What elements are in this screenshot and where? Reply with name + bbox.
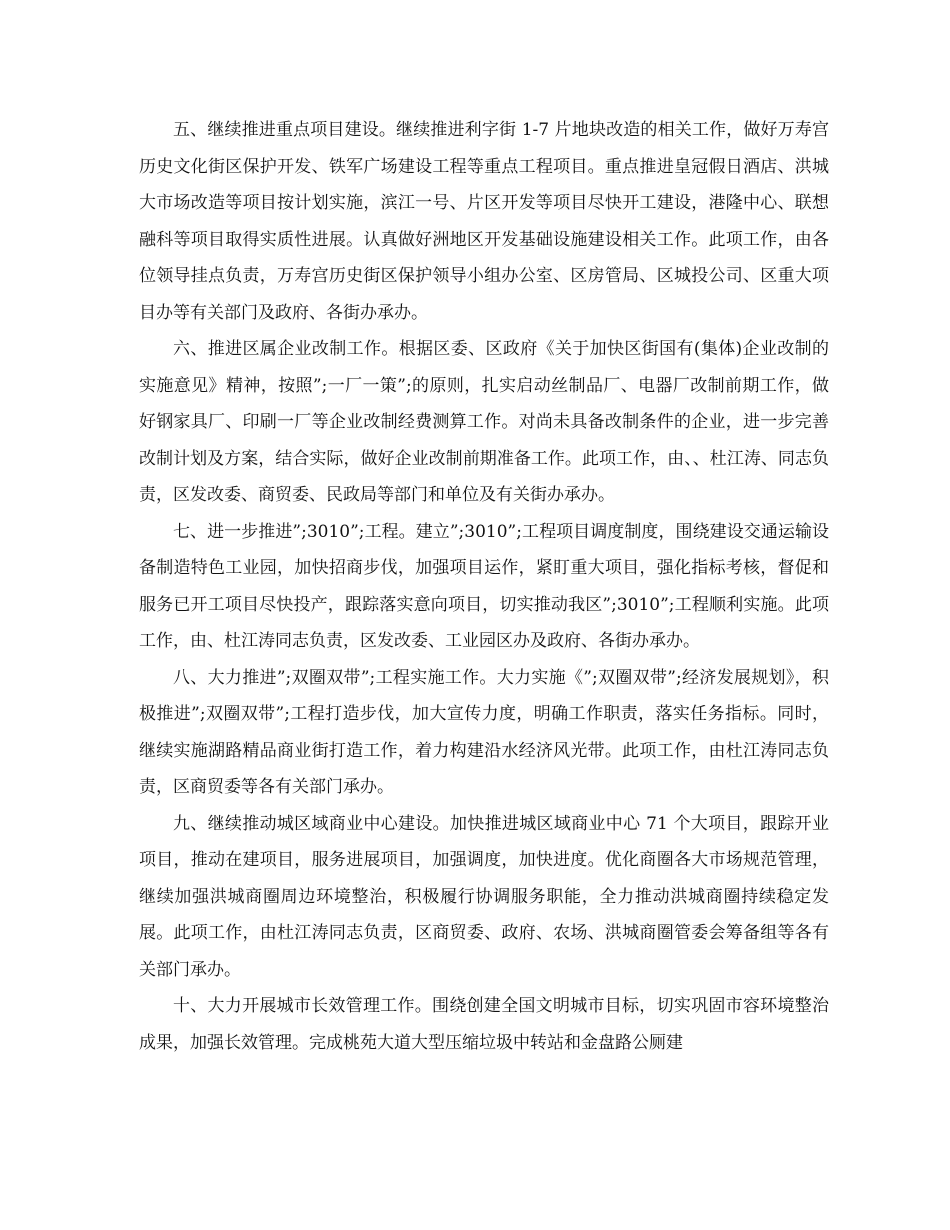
document-body: [139, 112, 829, 1061]
paragraph-item-9: 九、继续推动城区域商业中心建设。加快推进城区域商业中心 71 个大项目，跟踪开业项目，推动在建项目，服务进展项目，加强调度，加快进度。优化商圈各大市场规范管理，继续加强洪城商圈周边环境整治，积极履行协调服务职能，全力推动洪城商圈持续稳定发展。此项工作，由杜江涛同志负责，区商贸委、政府、农场、洪城商圈管委会筹备组等各有关部门承办。: [139, 813, 829, 980]
paragraph-item-5: 五、继续推进重点项目建设。继续推进利字街 1-7 片地块改造的相关工作，做好万寿宫历史文化街区保护开发、铁军广场建设工程等重点工程项目。重点推进皇冠假日酒店、洪城大市场改造等项目按计划实施，滨江一号、片区开发等项目尽快开工建设，港隆中心、联想融科等项目取得实质性进展。认真做好洲地区开发基础设施建设相关工作。此项工作，由各位领导挂点负责，万寿宫历史街区保护领导小组办公室、区房管局、区城投公司、区重大项目办等有关部门及政府、各街办承办。: [139, 120, 829, 323]
paragraph-item-8: 八、大力推进”;双圈双带”;工程实施工作。大力实施《”;双圈双带”;经济发展规划》，积极推进”;双圈双带”;工程打造步伐，加大宣传力度，明确工作职责，落实任务指标。同时，继续实施湖路精品商业街打造工作，着力构建沿水经济风光带。此项工作，由杜江涛同志负责，区商贸委等各有关部门承办。: [139, 667, 829, 797]
paragraph-item-7: 七、进一步推进”;3010”;工程。建立”;3010”;工程项目调度制度，围绕建设交通运输设备制造特色工业园，加快招商步伐，加强项目运作，紧盯重大项目，强化指标考核，督促和服务已开工项目尽快投产，跟踪落实意向项目，切实推动我区”;3010”;工程顺利实施。此项工作，由、杜江涛同志负责，区发改委、工业园区办及政府、各街办承办。: [139, 521, 829, 651]
paragraph-item-10: 十、大力开展城市长效管理工作。围绕创建全国文明城市目标，切实巩固市容环境整治成果，加强长效管理。完成桃苑大道大型压缩垃圾中转站和金盘路公厕建: [139, 996, 829, 1053]
paragraph-item-6: 六、推进区属企业改制工作。根据区委、区政府《关于加快区街国有(集体)企业改制的实施意见》精神，按照”;一厂一策”;的原则，扎实启动丝制品厂、电器厂改制前期工作，做好钢家具厂、印刷一厂等企业改制经费测算工作。对尚未具备改制条件的企业，进一步完善改制计划及方案，结合实际，做好企业改制前期准备工作。此项工作，由、、杜江涛、同志负责，区发改委、商贸委、民政局等部门和单位及有关街办承办。: [139, 339, 829, 505]
